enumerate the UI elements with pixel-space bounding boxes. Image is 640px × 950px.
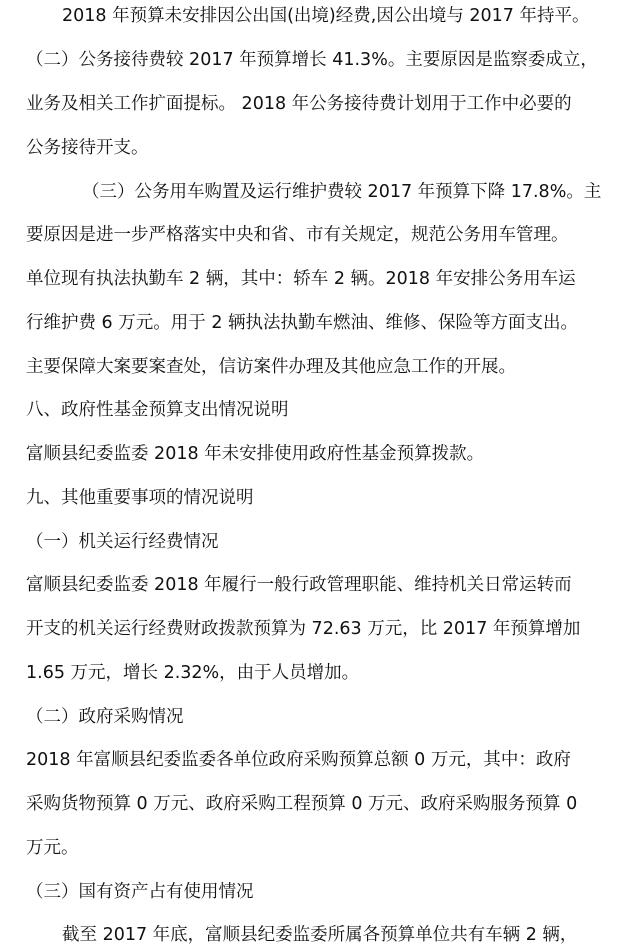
section-heading: 八、政府性基金预算支出情况说明: [26, 400, 289, 420]
text-line: 行维护费 6 万元。用于 2 辆执法执勤车燃油、维修、保险等方面支出。: [26, 313, 579, 333]
subsection-heading: （三）国有资产占有使用情况: [26, 882, 254, 902]
text-line: 业务及相关工作扩面提标。 2018 年公务接待费计划用于工作中必要的: [26, 94, 572, 114]
text-line: 截至 2017 年底，富顺县纪委监委所属各预算单位共有车辆 2 辆，: [62, 925, 578, 945]
text-line: 要原因是进一步严格落实中央和省、市有关规定，规范公务用车管理。: [26, 225, 569, 245]
text-line: 富顺县纪委监委 2018 年未安排使用政府性基金预算拨款。: [26, 444, 485, 464]
text-line: 采购货物预算 0 万元、政府采购工程预算 0 万元、政府采购服务预算 0: [26, 794, 578, 814]
text-line: 开支的机关运行经费财政拨款预算为 72.63 万元，比 2017 年预算增加: [26, 619, 581, 639]
subsection-heading: （二）政府采购情况: [26, 707, 184, 727]
text-line: 2018 年富顺县纪委监委各单位政府采购预算总额 0 万元，其中：政府: [26, 750, 571, 770]
text-line: 单位现有执法执勤车 2 辆，其中：轿车 2 辆。2018 年安排公务用车运: [26, 269, 576, 289]
text-line: 公务接待开支。: [26, 138, 149, 158]
text-line: 主要保障大案要案查处，信访案件办理及其他应急工作的开展。: [26, 357, 516, 377]
section-heading: 九、其他重要事项的情况说明: [26, 488, 254, 508]
text-line: （二）公务接待费较 2017 年预算增长 41.3%。主要原因是监察委成立，: [26, 50, 598, 70]
text-line: 2018 年预算未安排因公出国(出境)经费,因公出境与 2017 年持平。: [62, 6, 590, 26]
text-line: （三）公务用车购置及运行维护费较 2017 年预算下降 17.8%。主: [82, 182, 602, 202]
text-line: 1.65 万元，增长 2.32%，由于人员增加。: [26, 663, 360, 683]
text-line: 万元。: [26, 838, 79, 858]
subsection-heading: （一）机关运行经费情况: [26, 532, 219, 552]
text-line: 富顺县纪委监委 2018 年履行一般行政管理职能、维持机关日常运转而: [26, 575, 572, 595]
